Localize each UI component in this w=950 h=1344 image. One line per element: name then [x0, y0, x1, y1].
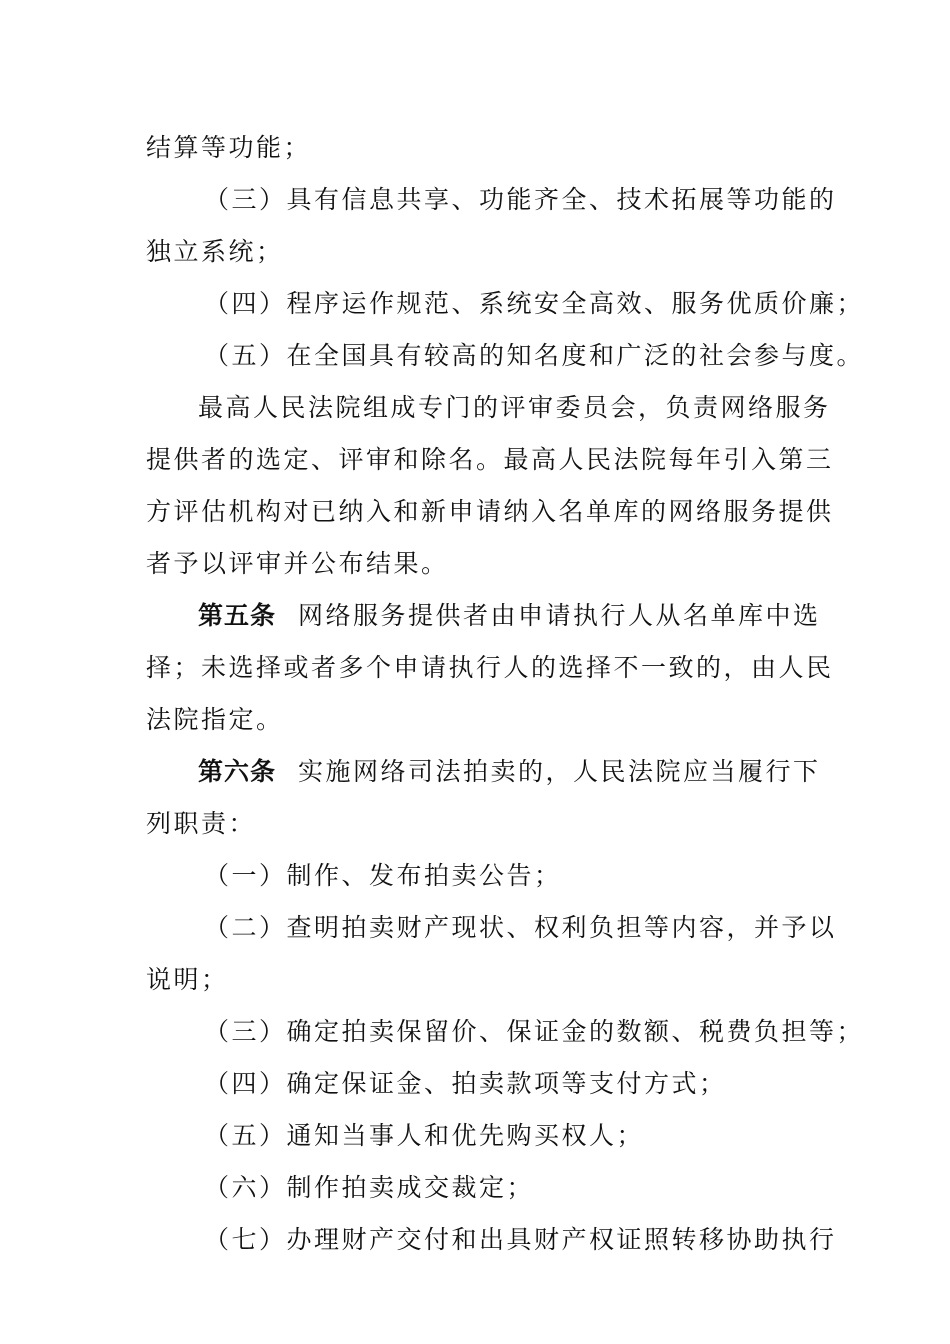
- article-6-text: 实施网络司法拍卖的，人民法院应当履行下: [298, 757, 821, 786]
- text-line: 最高人民法院组成专门的评审委员会，负责网络服务: [198, 393, 831, 422]
- text-line: （二）查明拍卖财产现状、权利负担等内容，并予以: [204, 913, 837, 942]
- text-line: 说明；: [146, 965, 229, 994]
- text-line: （四）确定保证金、拍卖款项等支付方式；: [204, 1069, 727, 1098]
- text-line: （五）通知当事人和优先购买权人；: [204, 1121, 645, 1150]
- article-5-text: 网络服务提供者由申请执行人从名单库中选: [298, 601, 821, 630]
- text-line: 法院指定。: [146, 705, 284, 734]
- text-line: 方评估机构对已纳入和新申请纳入名单库的网络服务提供: [146, 497, 834, 526]
- text-line: （一）制作、发布拍卖公告；: [204, 861, 562, 890]
- article-6-line: [146, 746, 821, 798]
- article-6-label: 第六条: [198, 757, 277, 786]
- text-line: （三）具有信息共享、功能齐全、技术拓展等功能的: [204, 185, 837, 214]
- document-page: [146, 122, 865, 1266]
- article-5-line: [146, 590, 821, 642]
- text-line: 独立系统；: [146, 237, 284, 266]
- text-line: 列职责：: [146, 809, 257, 838]
- text-line: （三）确定拍卖保留价、保证金的数额、税费负担等；: [204, 1017, 865, 1046]
- text-line: （七）办理财产交付和出具财产权证照转移协助执行: [204, 1225, 837, 1254]
- text-line: 结算等功能；: [146, 133, 312, 162]
- text-line: 择；未选择或者多个申请执行人的选择不一致的，由人民: [146, 653, 834, 682]
- text-line: （四）程序运作规范、系统安全高效、服务优质价廉；: [204, 289, 865, 318]
- article-5-label: 第五条: [198, 601, 277, 630]
- text-line: （五）在全国具有较高的知名度和广泛的社会参与度。: [204, 341, 865, 370]
- text-line: （六）制作拍卖成交裁定；: [204, 1173, 535, 1202]
- text-line: 提供者的选定、评审和除名。最高人民法院每年引入第三: [146, 445, 834, 474]
- text-line: 者予以评审并公布结果。: [146, 549, 449, 578]
